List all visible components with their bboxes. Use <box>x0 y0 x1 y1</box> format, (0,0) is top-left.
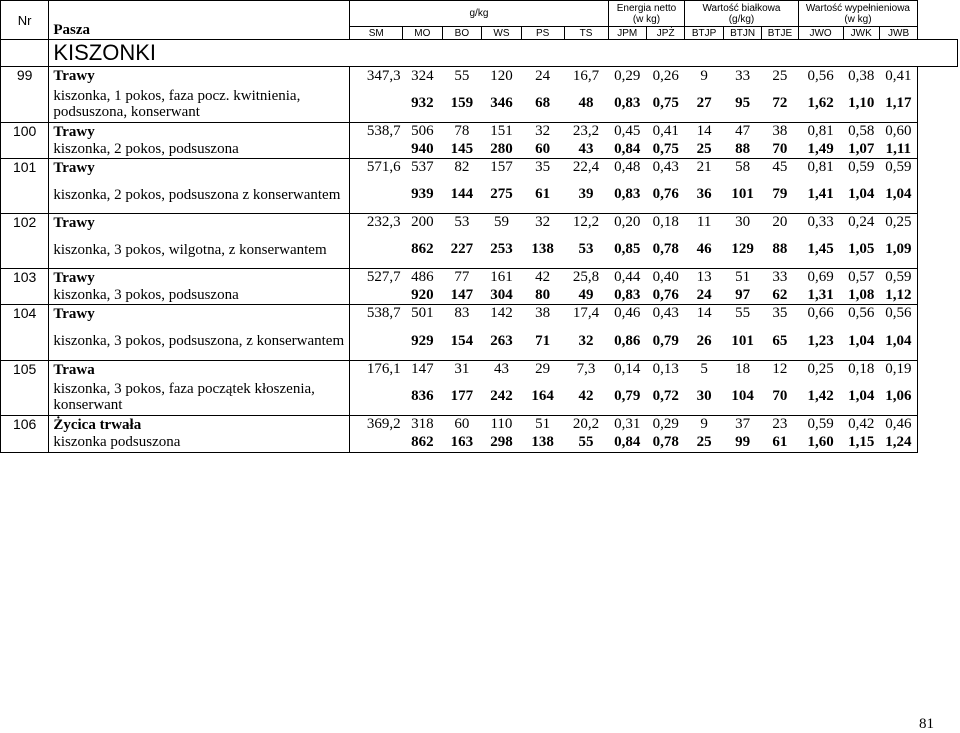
row-value: 1,08 <box>843 287 879 305</box>
row-value: 1,06 <box>879 379 917 416</box>
row-value: 70 <box>762 379 798 416</box>
row-sm-empty <box>350 141 403 159</box>
row-value: 88 <box>723 141 761 159</box>
header-code-btjn: BTJN <box>723 27 761 40</box>
row-value: 59 <box>493 214 509 231</box>
table-row-detail <box>1 177 958 214</box>
row-value: 242 <box>482 379 522 416</box>
row-nr: 103 <box>1 269 49 305</box>
section-row <box>1 40 958 67</box>
row-value: 0,58 <box>848 123 875 140</box>
row-value: 161 <box>490 269 513 286</box>
table-row-main <box>1 269 958 287</box>
row-value: 25 <box>772 67 788 84</box>
row-nr: 104 <box>1 305 49 361</box>
row-value: 1,10 <box>843 86 879 123</box>
row-value: 120 <box>490 67 513 84</box>
row-value: 27 <box>685 86 723 123</box>
row-value: 60 <box>454 416 470 432</box>
row-value: 1,49 <box>798 141 843 159</box>
table-row-detail <box>1 141 958 159</box>
header-group-protein: Wartość białkowa (g/kg) <box>685 1 798 27</box>
row-name: kiszonka, 2 pokos, podsuszona z konserwantem <box>49 177 350 214</box>
row-value: 0,43 <box>652 305 679 322</box>
row-value: 38 <box>772 123 788 140</box>
row-value: 0,81 <box>807 123 834 140</box>
row-value: 0,43 <box>652 159 679 176</box>
row-value: 0,42 <box>848 416 875 432</box>
row-value: 23,2 <box>572 123 600 140</box>
row-value: 538,7 <box>366 123 401 140</box>
row-value: 1,24 <box>879 433 917 452</box>
row-value: 71 <box>521 323 564 361</box>
row-name: Trawy <box>49 269 350 287</box>
table-row-main <box>1 416 958 434</box>
row-value: 0,59 <box>807 416 834 432</box>
row-value: 1,42 <box>798 379 843 416</box>
row-value: 177 <box>442 379 482 416</box>
row-value: 940 <box>403 141 443 159</box>
row-value: 176,1 <box>366 361 401 378</box>
row-value: 77 <box>454 269 470 286</box>
row-value: 55 <box>735 305 751 322</box>
row-value: 88 <box>762 232 798 269</box>
row-value: 280 <box>482 141 522 159</box>
header-code-ts: TS <box>564 27 608 40</box>
row-value: 51 <box>535 416 551 432</box>
row-value: 0,57 <box>848 269 875 286</box>
row-value: 101 <box>723 177 761 214</box>
table-row-detail <box>1 379 958 416</box>
header-code-sm: SM <box>350 27 403 40</box>
row-name: kiszonka, 3 pokos, podsuszona, z konserwantem <box>49 323 350 361</box>
row-value: 1,31 <box>798 287 843 305</box>
row-value: 138 <box>521 232 564 269</box>
row-value: 79 <box>762 177 798 214</box>
row-value: 0,56 <box>879 305 917 323</box>
row-value: 22,4 <box>572 159 600 176</box>
row-value: 0,59 <box>848 159 875 176</box>
row-value: 58 <box>735 159 751 176</box>
row-name: Trawy <box>49 123 350 141</box>
row-value: 31 <box>454 361 470 378</box>
row-value: 110 <box>490 416 513 432</box>
row-value: 0,75 <box>646 86 684 123</box>
row-value: 101 <box>723 323 761 361</box>
row-name: Trawy <box>49 67 350 86</box>
row-nr: 106 <box>1 416 49 453</box>
header-code-ws: WS <box>482 27 522 40</box>
row-value: 33 <box>735 67 751 84</box>
row-value: 159 <box>442 86 482 123</box>
row-value: 20,2 <box>572 416 600 432</box>
row-value: 0,14 <box>614 361 641 378</box>
row-value: 43 <box>564 141 608 159</box>
row-nr: 102 <box>1 214 49 269</box>
row-value: 0,72 <box>646 379 684 416</box>
row-value: 0,31 <box>614 416 641 432</box>
row-value: 0,13 <box>652 361 679 378</box>
row-sm-empty <box>350 287 403 305</box>
row-value: 0,18 <box>652 214 679 231</box>
row-value: 0,56 <box>848 305 875 322</box>
row-value: 0,59 <box>879 159 917 177</box>
row-value: 7,3 <box>576 361 596 378</box>
row-value: 0,45 <box>614 123 641 140</box>
row-value: 25 <box>685 433 723 452</box>
row-value: 11 <box>696 214 712 231</box>
row-value: 13 <box>696 269 712 286</box>
table-row-detail <box>1 232 958 269</box>
row-value: 46 <box>685 232 723 269</box>
row-value: 501 <box>411 305 434 322</box>
table-row-main <box>1 214 958 232</box>
row-value: 55 <box>454 67 470 84</box>
row-value: 1,04 <box>843 177 879 214</box>
row-value: 18 <box>735 361 751 378</box>
row-value: 263 <box>482 323 522 361</box>
row-value: 0,76 <box>646 177 684 214</box>
row-value: 78 <box>454 123 470 140</box>
row-sm-empty <box>350 86 403 123</box>
row-value: 82 <box>454 159 470 176</box>
row-value: 1,04 <box>879 177 917 214</box>
row-value: 5 <box>700 361 708 378</box>
row-value: 25 <box>685 141 723 159</box>
row-value: 29 <box>535 361 551 378</box>
row-value: 537 <box>411 159 434 176</box>
row-name: Trawa <box>49 361 350 379</box>
row-value: 1,41 <box>798 177 843 214</box>
row-sm-empty <box>350 433 403 452</box>
row-value: 486 <box>411 269 434 286</box>
row-value: 0,24 <box>848 214 875 231</box>
row-value: 1,07 <box>843 141 879 159</box>
row-value: 0,84 <box>608 433 646 452</box>
row-value: 43 <box>493 361 509 378</box>
row-value: 920 <box>403 287 443 305</box>
header-code-mo: MO <box>403 27 443 40</box>
row-value: 68 <box>521 86 564 123</box>
row-value: 0,25 <box>807 361 834 378</box>
row-value: 65 <box>762 323 798 361</box>
row-name: Trawy <box>49 305 350 323</box>
table-row-detail <box>1 433 958 452</box>
row-value: 61 <box>521 177 564 214</box>
row-value: 70 <box>762 141 798 159</box>
row-value: 0,25 <box>879 214 917 232</box>
row-value: 32 <box>535 214 551 231</box>
row-value: 0,19 <box>879 361 917 379</box>
row-value: 129 <box>723 232 761 269</box>
row-value: 506 <box>411 123 434 140</box>
row-value: 0,41 <box>879 67 917 86</box>
row-value: 95 <box>723 86 761 123</box>
row-value: 346 <box>482 86 522 123</box>
row-value: 0,81 <box>807 159 834 176</box>
row-value: 35 <box>772 305 788 322</box>
row-nr: 100 <box>1 123 49 159</box>
table-row-main <box>1 305 958 323</box>
header-pasza: Pasza <box>49 1 350 40</box>
row-value: 1,04 <box>843 379 879 416</box>
header-group-fill: Wartość wypełnieniowa (w kg) <box>798 1 918 27</box>
row-value: 0,86 <box>608 323 646 361</box>
row-value: 45 <box>772 159 788 176</box>
header-code-btjp: BTJP <box>685 27 723 40</box>
row-value: 36 <box>685 177 723 214</box>
row-value: 35 <box>535 159 551 176</box>
row-name: kiszonka podsuszona <box>49 433 350 452</box>
row-value: 30 <box>685 379 723 416</box>
row-nr: 105 <box>1 361 49 416</box>
row-value: 0,46 <box>614 305 641 322</box>
row-value: 369,2 <box>366 416 401 432</box>
header-code-bo: BO <box>442 27 482 40</box>
table-row-main <box>1 123 958 141</box>
row-value: 83 <box>454 305 470 322</box>
row-value: 97 <box>723 287 761 305</box>
row-value: 163 <box>442 433 482 452</box>
row-name: kiszonka, 2 pokos, podsuszona <box>49 141 350 159</box>
row-value: 138 <box>521 433 564 452</box>
row-value: 200 <box>411 214 434 231</box>
row-value: 48 <box>564 86 608 123</box>
row-name: kiszonka, 3 pokos, faza początek kłoszenia, konserwant <box>49 379 350 416</box>
row-value: 21 <box>696 159 712 176</box>
row-value: 1,09 <box>879 232 917 269</box>
row-value: 0,29 <box>652 416 679 432</box>
row-value: 0,85 <box>608 232 646 269</box>
row-value: 25,8 <box>572 269 600 286</box>
row-value: 0,44 <box>614 269 641 286</box>
page-number: 81 <box>919 716 934 732</box>
row-name: Trawy <box>49 159 350 177</box>
row-value: 157 <box>490 159 513 176</box>
row-value: 0,41 <box>652 123 679 140</box>
row-value: 0,60 <box>879 123 917 141</box>
row-value: 1,11 <box>879 141 917 159</box>
header-code-jwk: JWK <box>843 27 879 40</box>
row-value: 24 <box>535 67 551 84</box>
row-value: 862 <box>403 433 443 452</box>
header-group-energy: Energia netto (w kg) <box>608 1 685 27</box>
table-body <box>1 40 958 453</box>
table-row-detail <box>1 86 958 123</box>
row-value: 32 <box>535 123 551 140</box>
row-value: 26 <box>685 323 723 361</box>
row-value: 53 <box>564 232 608 269</box>
row-value: 99 <box>723 433 761 452</box>
row-value: 51 <box>735 269 751 286</box>
row-value: 0,84 <box>608 141 646 159</box>
row-value: 42 <box>535 269 551 286</box>
row-sm-empty <box>350 379 403 416</box>
row-value: 23 <box>772 416 788 432</box>
row-value: 324 <box>411 67 434 84</box>
row-value: 9 <box>700 416 708 432</box>
header-code-jpż: JPŻ <box>646 27 684 40</box>
row-nr: 99 <box>1 67 49 123</box>
section-nr-cell <box>1 40 49 67</box>
table-row-main <box>1 159 958 177</box>
row-value: 104 <box>723 379 761 416</box>
row-value: 538,7 <box>366 305 401 322</box>
row-value: 47 <box>735 123 751 140</box>
row-value: 298 <box>482 433 522 452</box>
row-value: 939 <box>403 177 443 214</box>
row-value: 147 <box>442 287 482 305</box>
row-value: 0,78 <box>646 433 684 452</box>
row-value: 0,83 <box>608 86 646 123</box>
header-code-jwb: JWB <box>879 27 917 40</box>
row-value: 53 <box>454 214 470 231</box>
row-value: 42 <box>564 379 608 416</box>
row-value: 151 <box>490 123 513 140</box>
row-value: 30 <box>735 214 751 231</box>
row-value: 147 <box>411 361 434 378</box>
table-row-main <box>1 361 958 379</box>
row-value: 60 <box>521 141 564 159</box>
row-value: 862 <box>403 232 443 269</box>
row-value: 0,46 <box>879 416 917 434</box>
row-value: 1,05 <box>843 232 879 269</box>
row-value: 0,59 <box>879 269 917 287</box>
row-value: 37 <box>735 416 751 432</box>
row-value: 347,3 <box>366 67 401 84</box>
row-value: 55 <box>564 433 608 452</box>
header-code-btje: BTJE <box>762 27 798 40</box>
row-value: 0,83 <box>608 287 646 305</box>
table-row-main <box>1 67 958 86</box>
row-value: 0,40 <box>652 269 679 286</box>
header-nr: Nr <box>1 1 49 40</box>
row-nr: 101 <box>1 159 49 214</box>
row-value: 932 <box>403 86 443 123</box>
table-row-detail <box>1 323 958 361</box>
row-sm-empty <box>350 232 403 269</box>
row-value: 571,6 <box>366 159 401 176</box>
row-value: 232,3 <box>366 214 401 231</box>
row-name: Życica trwała <box>49 416 350 434</box>
row-value: 0,56 <box>807 67 834 84</box>
row-value: 304 <box>482 287 522 305</box>
row-value: 0,79 <box>646 323 684 361</box>
row-value: 0,18 <box>848 361 875 378</box>
section-title: KISZONKI <box>49 40 958 67</box>
row-value: 0,38 <box>848 67 875 84</box>
row-value: 836 <box>403 379 443 416</box>
row-value: 20 <box>772 214 788 231</box>
row-value: 38 <box>535 305 551 322</box>
row-value: 16,7 <box>572 67 600 84</box>
row-value: 253 <box>482 232 522 269</box>
row-value: 1,23 <box>798 323 843 361</box>
row-value: 0,26 <box>652 67 679 84</box>
row-value: 0,75 <box>646 141 684 159</box>
header-code-jwo: JWO <box>798 27 843 40</box>
row-value: 14 <box>696 305 712 322</box>
row-value: 1,04 <box>843 323 879 361</box>
row-value: 1,17 <box>879 86 917 123</box>
row-value: 0,83 <box>608 177 646 214</box>
row-value: 12 <box>772 361 788 378</box>
row-value: 929 <box>403 323 443 361</box>
row-name: kiszonka, 3 pokos, podsuszona <box>49 287 350 305</box>
header-code-ps: PS <box>521 27 564 40</box>
row-value: 527,7 <box>366 269 401 286</box>
row-value: 227 <box>442 232 482 269</box>
row-sm-empty <box>350 323 403 361</box>
table-row-detail <box>1 287 958 305</box>
row-value: 0,78 <box>646 232 684 269</box>
row-name: kiszonka, 1 pokos, faza pocz. kwitnienia, podsuszona, konserwant <box>49 86 350 123</box>
row-value: 145 <box>442 141 482 159</box>
row-value: 275 <box>482 177 522 214</box>
row-value: 1,12 <box>879 287 917 305</box>
row-value: 72 <box>762 86 798 123</box>
row-value: 0,69 <box>807 269 834 286</box>
row-value: 318 <box>411 416 434 432</box>
row-value: 0,29 <box>614 67 641 84</box>
row-value: 1,04 <box>879 323 917 361</box>
row-value: 39 <box>564 177 608 214</box>
header-code-jpm: JPM <box>608 27 646 40</box>
row-value: 0,66 <box>807 305 834 322</box>
row-value: 80 <box>521 287 564 305</box>
row-value: 62 <box>762 287 798 305</box>
row-value: 0,33 <box>807 214 834 231</box>
row-value: 0,48 <box>614 159 641 176</box>
row-value: 0,76 <box>646 287 684 305</box>
header-group-gkg: g/kg <box>350 1 608 27</box>
row-value: 164 <box>521 379 564 416</box>
row-value: 32 <box>564 323 608 361</box>
row-value: 142 <box>490 305 513 322</box>
row-value: 0,79 <box>608 379 646 416</box>
row-value: 24 <box>685 287 723 305</box>
row-value: 49 <box>564 287 608 305</box>
row-name: kiszonka, 3 pokos, wilgotna, z konserwantem <box>49 232 350 269</box>
row-value: 154 <box>442 323 482 361</box>
row-value: 33 <box>772 269 788 286</box>
row-value: 1,15 <box>843 433 879 452</box>
row-value: 1,62 <box>798 86 843 123</box>
row-value: 1,60 <box>798 433 843 452</box>
row-value: 61 <box>762 433 798 452</box>
row-sm-empty <box>350 177 403 214</box>
row-value: 14 <box>696 123 712 140</box>
row-value: 1,45 <box>798 232 843 269</box>
row-value: 144 <box>442 177 482 214</box>
row-value: 17,4 <box>572 305 600 322</box>
row-value: 0,20 <box>614 214 641 231</box>
row-value: 9 <box>700 67 708 84</box>
row-value: 12,2 <box>572 214 600 231</box>
row-name: Trawy <box>49 214 350 232</box>
